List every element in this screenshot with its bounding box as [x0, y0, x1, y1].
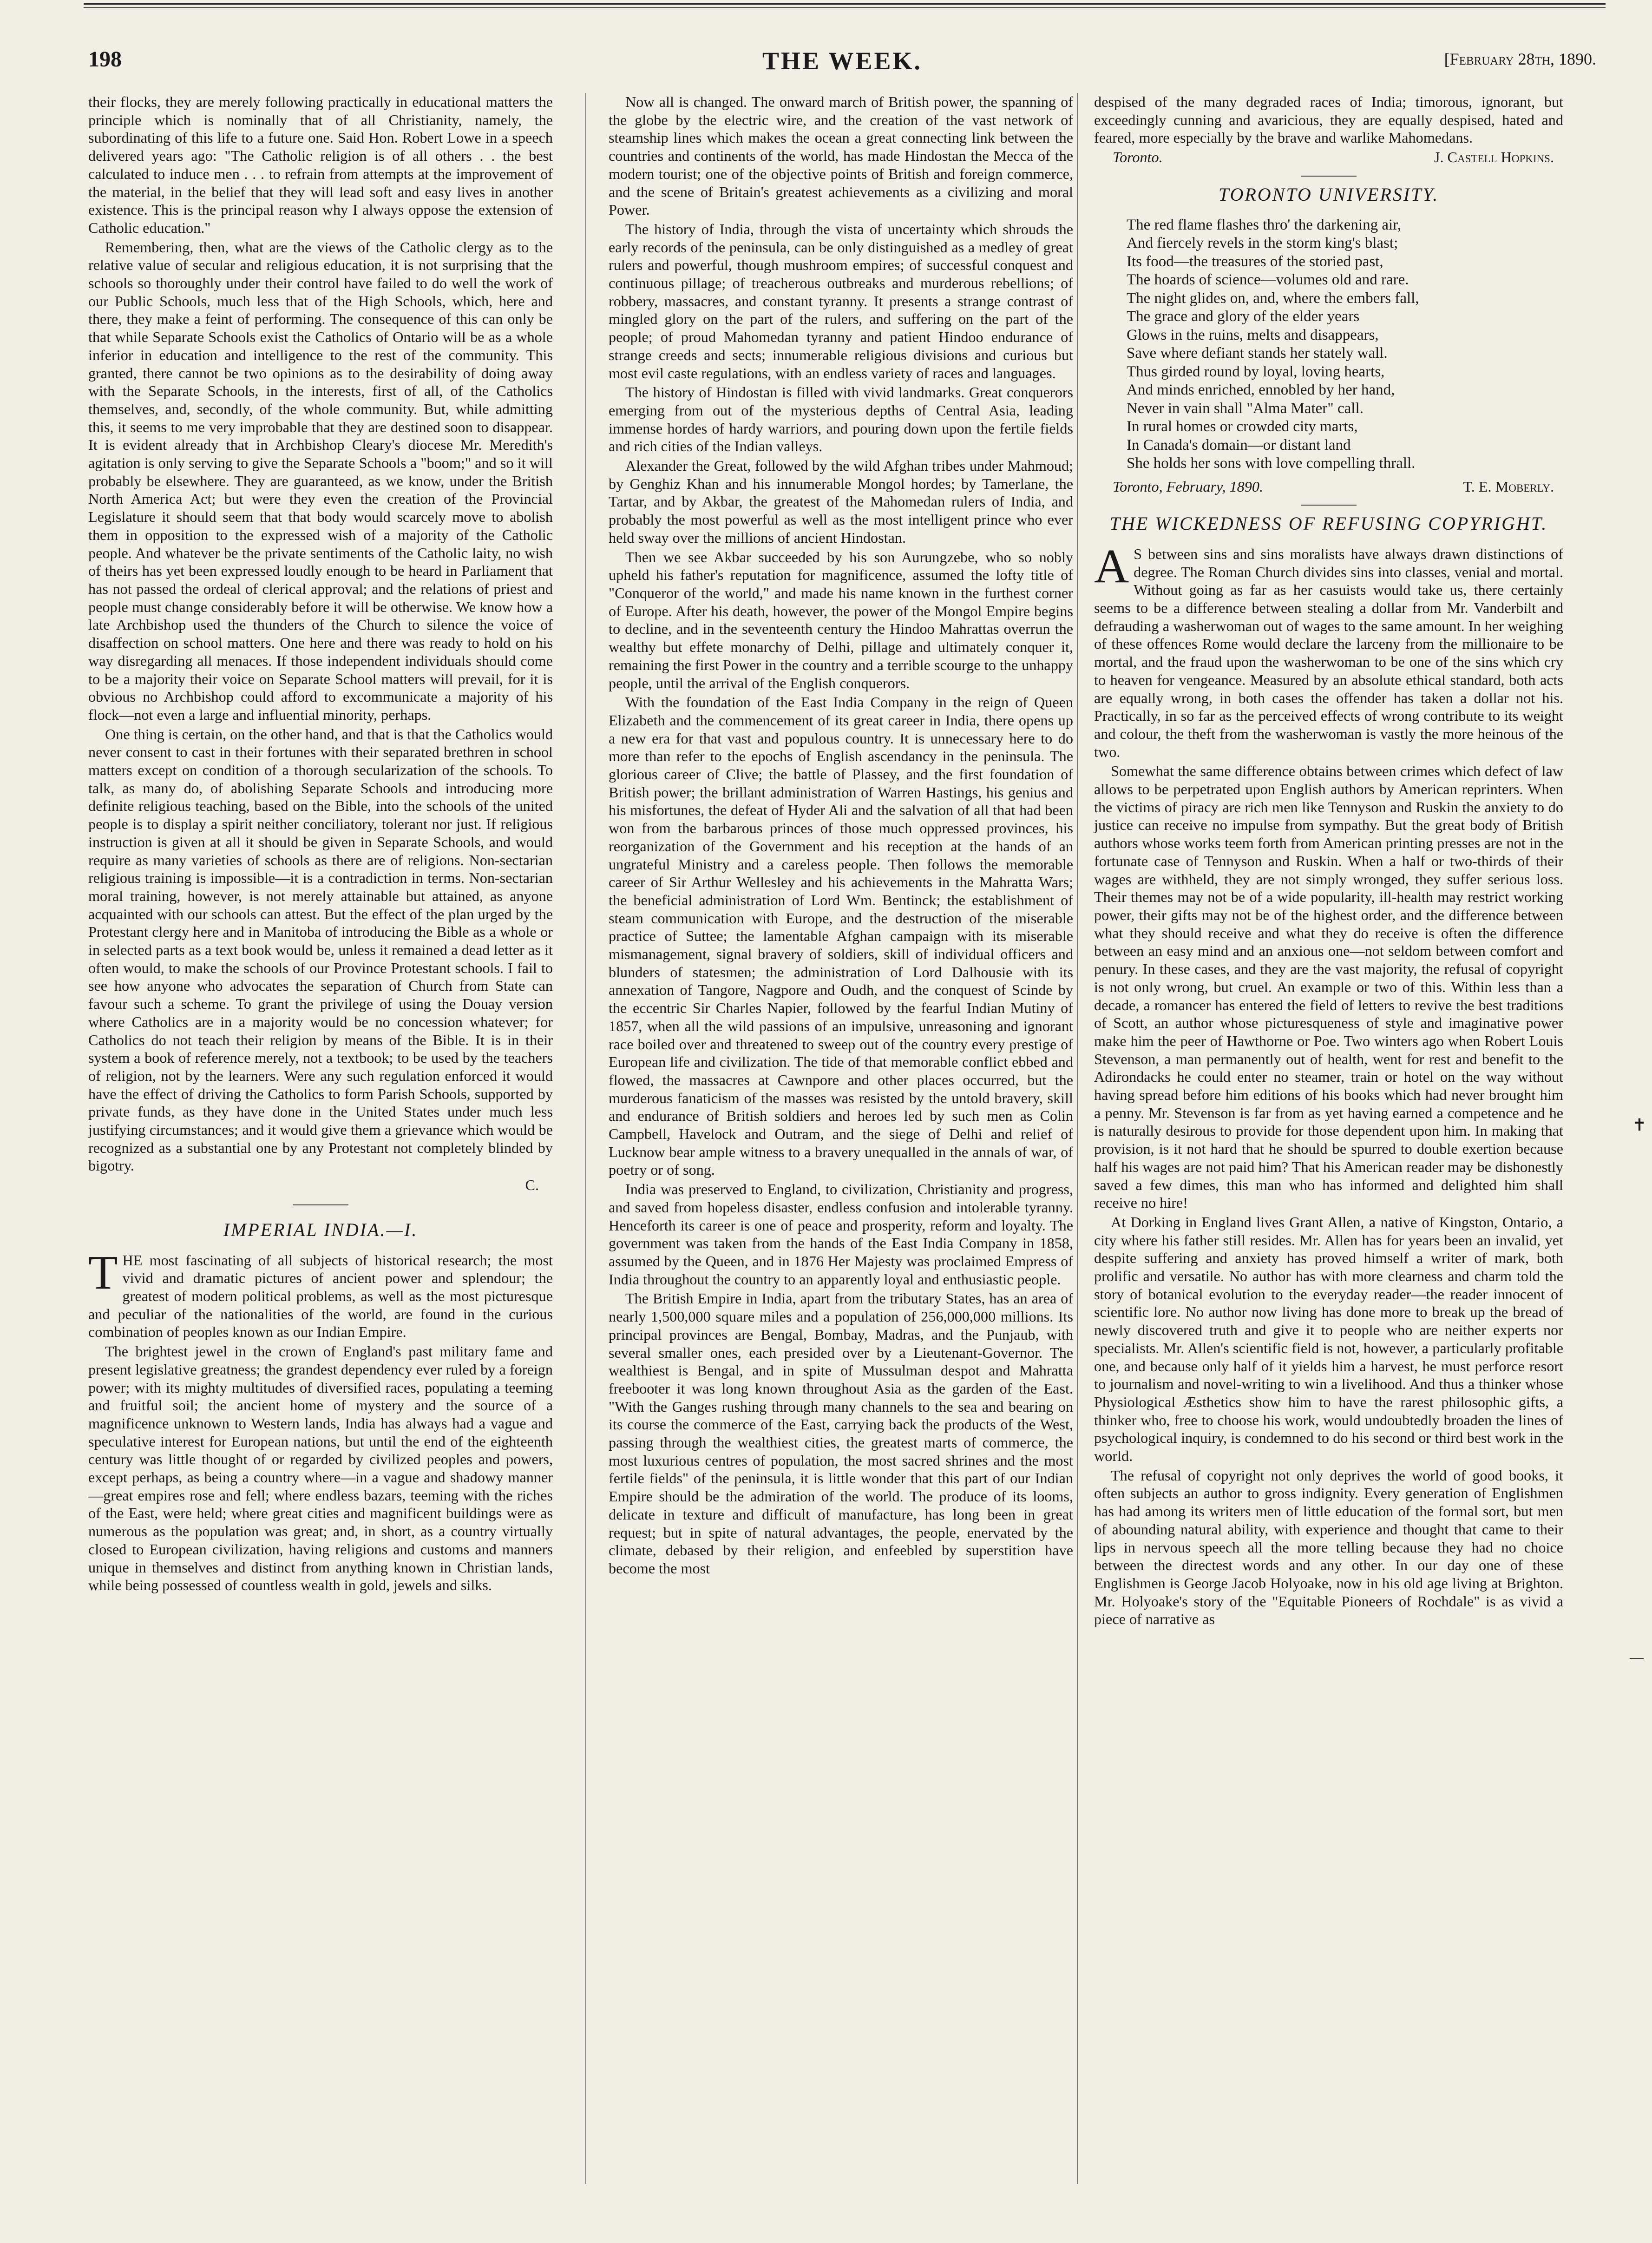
poem-line: And fiercely revels in the storm king's blast;: [1127, 235, 1398, 252]
poem: [1127, 216, 1563, 473]
poem-line: The grace and glory of the elder years: [1127, 308, 1360, 325]
section-divider: [293, 1204, 348, 1205]
paragraph: The history of Hindostan is filled with vivid landmarks. Great conquerors emerging from out of the mysterious depths of Central Asia, leading immense hordes of hardy warriors, and pouring down upon the fertile fields and rich cities of the Indian valleys.: [609, 384, 1073, 455]
paragraph: With the foundation of the East India Company in the reign of Queen Elizabeth and the commencement of its great career in India, there opens up a new era for that vast and populous country. It is unnecessary here to do more than refer to the epochs of English ascendancy in the peninsula. The glorious career of Clive; the battle of Plassey, and the first foundation of British power; the brillant administration of Warren Hastings, his genius and his misfortunes, the defeat of Hyder Ali and the salvation of all that had been won from the barbarous princes of those much oppressed provinces, his reorganization of the Government and his reception at the hands of an ungrateful Ministry and a careless people. Then follows the memorable career of Sir Arthur Wellesley and his achievements in the Mahratta Wars; the beneficial administration of Lord Wm. Bentinck; the establishment of steam communication with Europe, and the destruction of the miserable practice of Suttee; the lamentable Afghan campaign with its miserable mismanagement, signal bravery of soldiers, skill of individual officers and blunders of statesmen; the administration of Lord Dalhousie with its annexation of Tangore, Nagpore and Oudh, and the conquest of Scinde by the eccentric Sir Charles Napier, followed by the fearful Indian Mutiny of 1857, when all the wild passions of an impulsive, unreasoning and ignorant race boiled over and threatened to sweep out of the country every prestige of European life and civilization. The tide of that memorable conflict ebbed and flowed, the massacres at Cawnpore and other places occurred, but the murderous fanaticism of the masses was resisted by the untold bravery, skill and endurance of British soldiers and heroes led by such men as Colin Campbell, Havelock and Outram, and the siege of Delhi and relief of Lucknow bear ample witness to a bravery unequalled in the annals of war, of poetry or of song.: [609, 694, 1073, 1178]
issue-date: [February 28th, 1890.: [1444, 50, 1596, 68]
paragraph: The British Empire in India, apart from the tributary States, has an area of nearly 1,500,000 square miles and a population of 256,000,000 millions. Its principal provinces are Bengal, Bombay, Madras, and the Punjaub, with several smaller ones, each presided over by a Lieutenant-Governor. The wealthiest is Bengal, and in spite of Mussulman despot and Mahratta freebooter it was long known throughout Asia as the garden of the East. "With the Ganges rushing through many channels to the sea and bearing on its course the commerce of the East, carrying back the products of the West, passing through the wealthiest cities, the greatest marts of commerce, the most luxurious centres of population, the most sacred shrines and the most fertile fields" of the peninsula, it is little wonder that this part of our Indian Empire should be the admiration of the world. The produce of its looms, delicate in texture and difficult of manufacture, has long been in great request; but in spite of natural advantages, the people, enervated by the climate, debased by their religion, and enfeebled by superstition have become the most: [609, 1290, 1073, 1577]
top-border-rule: [84, 3, 1606, 9]
poem-line: The night glides on, and, where the embers fall,: [1127, 289, 1419, 307]
paragraph-text: S between sins and sins moralists have always drawn distinctions of degree. The Roman Church divides sins into classes, venial and mortal. Without going as far as her casuists would take us, there certainly seems to be a difference between stealing a dollar from Mr. Vanderbilt and defrauding a washerwoman out of wages to the same amount. In her weighing of these offences Rome would declare the larceny from the millionaire to be mortal, and the fraud upon the washerwoman to be one of the sins which cry to heaven for vengeance. Measured by an absolute ethical standard, both acts are equally wrong, in both cases the offender has taken a dollar not his. Practically, in so far as the perceived effects of wrong contribute to its weight and colour, the theft from the washerwoman is vastly the more heinous of the two.: [1094, 545, 1563, 760]
section-title-imperial-india: IMPERIAL INDIA.—I.: [223, 1219, 418, 1240]
column-1: [88, 93, 553, 1596]
poem-line: Save where defiant stands her stately wall.: [1127, 345, 1388, 362]
page-number: 198: [88, 47, 122, 72]
paragraph: Now all is changed. The onward march of British power, the spanning of the globe by the electric wire, and the creation of the vast network of steamship lines which makes the ocean a great connecting link between the countries and continents of the world, has made Hindostan the Mecca of the modern tourist; one of the objective points of British and foreign commerce, and the scene of Britain's greatest achievements as a civilizing and moral Power.: [609, 93, 1073, 218]
section-divider: [1301, 505, 1357, 506]
poem-signature: [1094, 478, 1563, 496]
signature-place: Toronto.: [1113, 149, 1163, 166]
column-divider-1: [585, 93, 586, 2184]
paragraph: The history of India, through the vista of uncertainty which shrouds the early records of the peninsula, can be only distinguished as a medley of great rulers and powerful, though mushroom empires; of successful conquest and continuous pillage; of treacherous outbreaks and murderous rebellions; of robbery, massacres, and constant tyranny. It presents a strange contrast of mingled glory on the part of the rulers, and suffering on the part of the people; of proud Mahomedan tyranny and patient Hindoo endurance of strange creeds and sects; innumerable religious divisions and curious but most evil caste regulations, with an endless variety of races and languages.: [609, 220, 1073, 382]
paragraph: Somewhat the same difference obtains between crimes which defect of law allows to be perpetrated upon English authors by American reprinters. When the victims of piracy are rich men like Tennyson and Ruskin the anxiety to do justice can receive no impulse from sympathy. But the great body of British authors whose works teem forth from American printing presses are not in the fortunate case of Tennyson and Ruskin. When a half or two-thirds of their wages are withheld, they are not simply wronged, they suffer serious loss. Their themes may not be of a wide popularity, ill-health may restrict working power, their gifts may not be of the highest order, and the difference between what they should receive and what they do receive is often the difference between an easy mind and an anxious one—not seldom between comfort and penury. In these cases, and they are the vast majority, the refusal of copyright is not only wrong, but cruel. An example or two of this. Within less than a decade, a romancer has entered the field of letters to revive the best traditions of Scott, an author whose picturesqueness of style and imaginative power make him the peer of Hawthorne or Poe. Two winters ago when Robert Louis Stevenson, a man permanently out of health, went for rest and benefit to the Adirondacks he could enter no steamer, train or hotel on the way without having spread before him editions of his books which had never brought him a penny. Mr. Stevenson is far from as yet having earned a competence and he is naturally desirous to provide for those dependent upon him. In making that provision, is it not hard that he should be spurred to double exertion because half his wages are not paid him? That his American reader may be dishonestly saved a few dimes, this man who has informed and delighted him shall receive no hire!: [1094, 763, 1563, 1211]
signature-name: J. Castell Hopkins.: [1434, 149, 1554, 166]
publication-title: THE WEEK.: [762, 47, 923, 75]
paragraph: despised of the many degraded races of India; timorous, ignorant, but exceedingly cunning and avaricious, they are equally despised, hated and feared, more especially by the brave and warlike Mahomedans.: [1094, 93, 1563, 146]
column-divider-2: [1077, 93, 1078, 2184]
drop-cap: A: [1094, 539, 1129, 593]
poem-line: She holds her sons with love compelling thrall.: [1127, 455, 1416, 472]
paragraph: Alexander the Great, followed by the wild Afghan tribes under Mahmoud; by Genghiz Khan and his innumerable Mongol hordes; by Tamerlane, the Tartar, and by Akbar, the greatest of the Mahomedan rulers of India, and probably the most powerful as well as the most intelligent prince who ever held sway over the millions of ancient Hindostan.: [609, 457, 1073, 546]
poem-line: In Canada's domain—or distant land: [1127, 436, 1351, 454]
section-divider: [1301, 176, 1357, 177]
paragraph: At Dorking in England lives Grant Allen, a native of Kingston, Ontario, a city where his father still resides. Mr. Allen has for years been an invalid, yet despite suffering and anxiety has proved himself a writer of mark, both prolific and versatile. No author has with more clearness and charm told the story of botanical evolution to the everyday reader—the reader innocent of scientific lore. No author now living has done more to break up the bread of newly discovered truth and give it to people who are neither experts nor specialists. Mr. Allen's scientific field is not, however, a particularly profitable one, and because only half of it yields him a harvest, he must perforce resort to journalism and novel-writing to win a livelihood. And thus a thinker whose Physiological Æsthetics show him to have the rarest philosophic gifts, a thinker who, free to choose his work, would undoubtedly broaden the lines of psychological inquiry, is condemned to do his second or third best work in the world.: [1094, 1213, 1563, 1465]
margin-cross-mark: ✝: [1632, 1116, 1646, 1134]
signature-place: Toronto, February, 1890.: [1113, 478, 1263, 495]
poem-line: Thus girded round by loyal, loving hearts,: [1127, 363, 1385, 380]
section-title-copyright: THE WICKEDNESS OF REFUSING COPYRIGHT.: [1109, 513, 1548, 534]
paragraph: their flocks, they are merely following practically in educational matters the principle which is nominally that of all Christianity, namely, the subordinating of this life to a future one. Said Hon. Robert Lowe in a speech delivered years ago: "The Catholic religion is of all others . . the best calculated to induce men . . . to refrain from attempts at the improvement of the material, in the belief that they will lead soft and easy lives in another existence. This is the principal reason why I always oppose the extension of Catholic education.": [88, 93, 553, 236]
paragraph: The brightest jewel in the crown of England's past military fame and present legislative greatness; the grandest dependency ever ruled by a foreign power; with its mighty multitudes of diversified races, populating a teeming and fruitful soil; the ancient home of mystery and the source of a magnificence unknown to Western lands, India has always had a vague and speculative interest for European nations, but until the end of the eighteenth century was little thought of or regarded by civilized peoples and powers, except perhaps, as being a country where—in a vague and shadowy manner—great empires rose and fell; where endless bazars, teeming with the riches of the East, were held; where great cities and magnificent buildings were as numerous as the population was great; and, in short, as a country virtually closed to European civilization, having religions and customs and manners unique in themselves and distinct from anything known in Christian lands, while being possessed of countless wealth in gold, jewels and silks.: [88, 1343, 553, 1594]
page-header: [88, 46, 1596, 84]
paragraph: [1094, 539, 1563, 761]
margin-dash-mark: —: [1630, 1650, 1644, 1665]
article-signature: [1094, 148, 1563, 166]
poem-line: The red flame flashes thro' the darkening air,: [1127, 216, 1402, 233]
article-signature: C.: [525, 1177, 539, 1194]
paragraph: One thing is certain, on the other hand, and that is that the Catholics would never consent to cast in their fortunes with their separated brethren in school matters except on condition of a thorough secularization of the schools. To talk, as many do, of abolishing Separate Schools and introducing more definite religious teaching, based on the Bible, into the schools of the united people is to display a spirit neither conciliatory, tolerant nor just. If religious instruction is given at all it should be given in Separate Schools, and would require as many varieties of schools as there are of religions. Non-sectarian religious training is impossible—it is a contradiction in terms. Non-sectarian moral training, however, is not merely attainable but attained, as anyone acquainted with our schools can attest. But the effect of the plan urged by the Protestant clergy here and in Manitoba of introducing the Bible as a whole or in selected parts as a text book would be, unless it remained a dead letter as it often would, to make the schools of our Province Protestant schools. I fail to see how anyone who advocates the separation of Church from State can favour such a scheme. To grant the privilege of using the Douay version where Catholics are in a majority would be no concession whatever; for Catholics do not teach their religion by means of the Bible. It is in their system a book of reference merely, not a textbook; to be used by the teachers of religion, not by the learners. Were any such regulation enforced it would have the effect of driving the Catholics to form Parish Schools, supported by private funds, as they have done in the United States under much less justifying circumstances; and it would give them a grievance which would be recognized as a substantial one by any Protestant not completely blinded by bigotry.: [88, 725, 553, 1174]
poem-line: Its food—the treasures of the storied past,: [1127, 253, 1383, 270]
section-title-toronto-university: TORONTO UNIVERSITY.: [1218, 184, 1439, 205]
column-3: [1094, 93, 1563, 1630]
drop-cap: T: [88, 1245, 118, 1299]
poem-line: In rural homes or crowded city marts,: [1127, 418, 1358, 435]
poem-line: And minds enriched, ennobled by her hand,: [1127, 382, 1395, 399]
paragraph: India was preserved to England, to civilization, Christianity and progress, and saved from hopeless disaster, endless confusion and intolerable tyranny. Henceforth its career is one of peace and prosperity, reform and loyalty. The government was taken from the hands of the East India Company in 1858, assumed by the Queen, and in 1876 Her Majesty was proclaimed Empress of India throughout the country to an apparently loyal and enthusiastic people.: [609, 1181, 1073, 1288]
paragraph: Then we see Akbar succeeded by his son Aurungzebe, who so nobly upheld his father's reputation for magnificence, assumed the lofty title of "Conqueror of the world," and made his name known in the furthest corner of Europe. After his death, however, the power of the Mongol Empire begins to decline, and in the seventeenth century the Hindoo Mahrattas overrun the wealthy but effete monarchy of Delhi, pillage and ultimately conquer it, remaining the first Power in the country and a terrible scourge to the unhappy people, until the arrival of the English conquerors.: [609, 548, 1073, 691]
signature-name: T. E. Moberly.: [1463, 478, 1554, 495]
poem-line: Never in vain shall "Alma Mater" call.: [1127, 400, 1364, 417]
paragraph: The refusal of copyright not only deprives the world of good books, it often subjects an author to gross indignity. Every generation of Englishmen has had among its writers men of little education of the formal sort, but men of abounding natural ability, with experience and thought that came to their lips in nervous speech all the more telling because they had no choice between the directest words and any other. In our day one of these Englishmen is George Jacob Holyoake, now in his old age living at Brighton. Mr. Holyoake's story of the "Equitable Pioneers of Rochdale" is as vivid a piece of narrative as: [1094, 1467, 1563, 1628]
poem-line: Glows in the ruins, melts and disappears,: [1127, 326, 1379, 343]
column-2: [609, 93, 1073, 1579]
paragraph: Remembering, then, what are the views of the Catholic clergy as to the relative value of secular and religious education, it is not surprising that the schools so thoroughly under their control have failed to do well the work of our Public Schools, much less that of the High Schools, which, here and there, they make a feint of performing. The consequence of this can only be that while Separate Schools exist the Catholics of Ontario will be as a whole inferior in education and intelligence to the rest of the community. This granted, there cannot be two opinions as to the desirability of doing away with the Separate Schools, in the interests, first of all, of the Catholics themselves, and, secondly, of the whole community. But, while admitting this, it seems to me very improbable that they are destined soon to disappear. It is evident already that in Archbishop Cleary's diocese Mr. Meredith's agitation is only serving to give the Separate Schools a "boom;" and so it will probably be elsewhere. They are guaranteed, as we know, under the British North America Act; but were they even the creation of the Provincial Legislature it should seem that that body would scarcely move to abolish them in opposition to the expressed wish of a majority of the Catholic people. And whatever be the private sentiments of the Catholic laity, no wish of theirs has yet been expressed loudly enough to be heard in Parliament that has not passed the ordeal of clerical approval; and the relations of priest and people must change considerably before it will be otherwise. We know how a late Archbishop used the thunders of the Church to silence the voice of disaffection on school matters. One here and there was ready to hold on his way disregarding all menaces. If those independent individuals should come to be a majority their voice on Separate School matters will prevail, for it is obvious no Archbishop could afford to excommunicate a majority of his flock—not even a large and influential minority, perhaps.: [88, 238, 553, 723]
paragraph: [88, 1245, 553, 1342]
poem-line: The hoards of science—volumes old and rare.: [1127, 271, 1409, 289]
paragraph-text: HE most fascinating of all subjects of historical research; the most vivid and dramatic pictures of ancient power and splendour; the greatest of modern political problems, as well as the most picturesque and peculiar of the nationalities of the world, are found in the curious combination of peoples known as our Indian Empire.: [88, 1251, 553, 1341]
